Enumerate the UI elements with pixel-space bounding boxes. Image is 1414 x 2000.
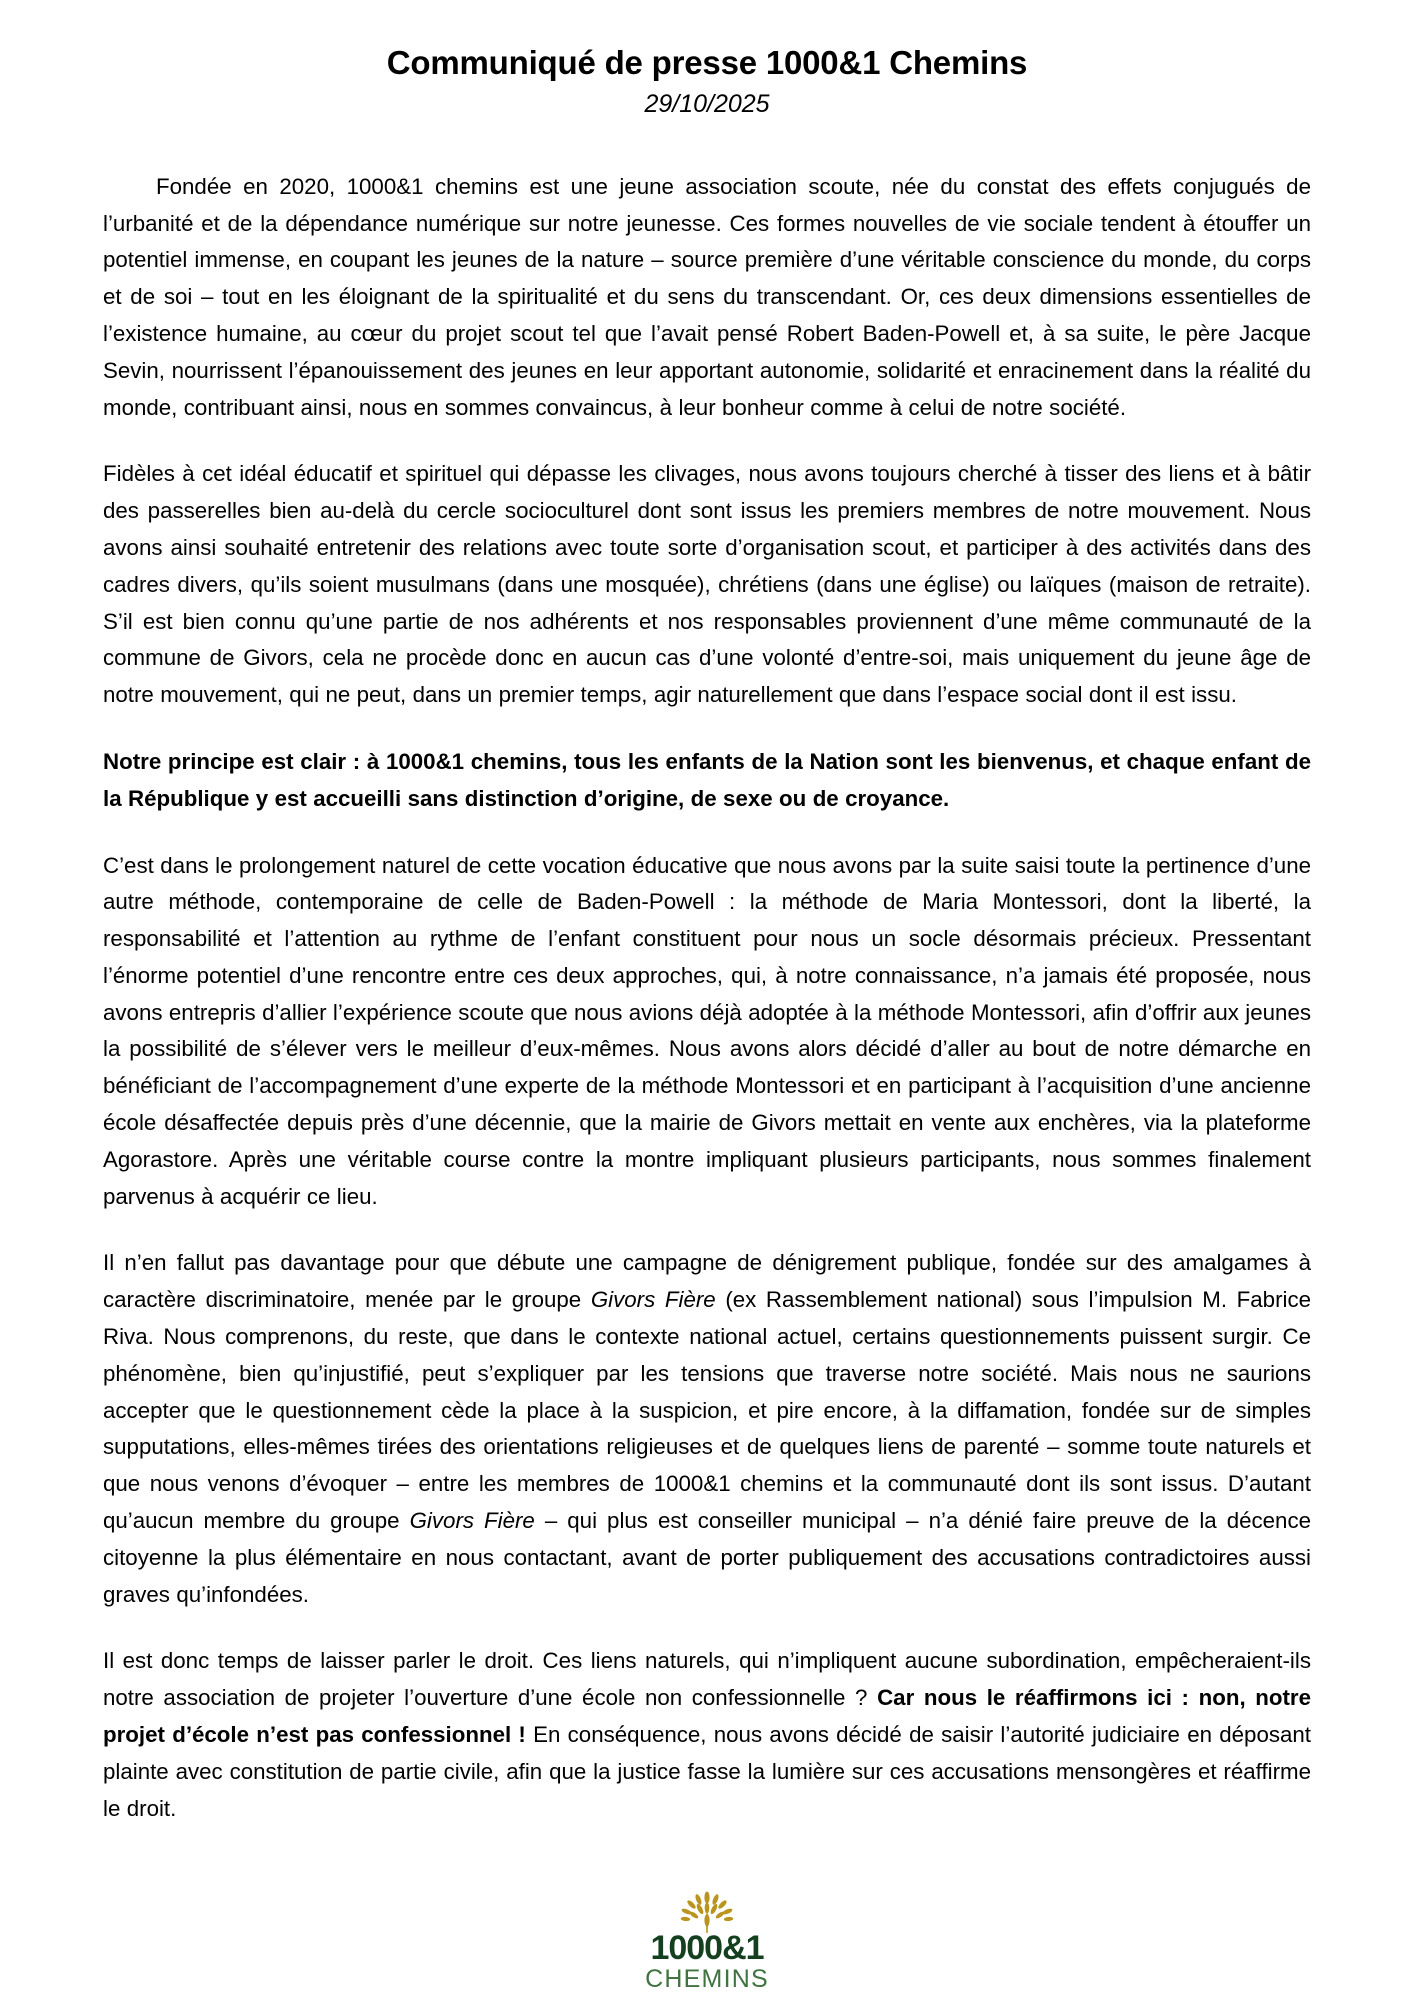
document-body (103, 169, 1311, 1828)
brand-logo (622, 1891, 792, 1992)
paragraph-4: C’est dans le prolongement naturel de cette vocation éducative que nous avons par la suite saisi toute la pertinence d’une autre méthode, contemporaine de celle de Baden-Powell : la méthode de Maria Montessori, dont la liberté, la responsabilité et l’attention au rythme de l’enfant constituent pour nous un socle désormais précieux. Pressentant l’énorme potentiel d’une rencontre entre ces deux approches, qui, à notre connaissance, n’a jamais été proposée, nous avons entrepris d’allier l’expérience scoute que nous avions déjà adoptée à la méthode Montessori, afin d’offrir aux jeunes la possibilité de s’élever vers le meilleur d’eux-mêmes. Nous avons alors décidé d’aller au bout de notre démarche en bénéficiant de l’accompagnement d’une experte de la méthode Montessori et en participant à l’acquisition d’une ancienne école désaffectée depuis près d’une décennie, que la mairie de Givors mettait en vente aux enchères, via la plateforme Agorastore. Après une véritable course contre la montre impliquant plusieurs participants, nous sommes finalement parvenus à acquérir ce lieu. (103, 852, 1311, 1209)
paragraph-5-text-b: (ex Rassemblement national) sous l’impulsion M. Fabrice Riva. Nous comprenons, du reste, que dans le contexte national actuel, certains questionnements puissent surgir. Ce phénomène, bien qu’injustifié, peut s’expliquer par les tensions que traverse notre société. Mais nous ne saurions accepter que le questionnement cède la place à la suspicion, et pire encore, à la diffamation, fondée sur de simples supputations, elles-mêmes tirées des orientations religieuses et de quelques liens de parenté – somme toute naturels et que nous venons d’évoquer – entre les membres de 1000&1 chemins et la communauté dont ils sont issus. D’autant qu’aucun membre du groupe (103, 1287, 1311, 1534)
footer-logo-area (0, 1891, 1414, 1992)
document-date: 29/10/2025 (644, 90, 770, 119)
paragraph-5-text-c: – qui plus est conseiller municipal – n’a dénié faire preuve de la décence citoyenne la plus élémentaire en nous contactant, avant de porter publiquement des accusations contradictoires aussi graves qu’infondées. (103, 1508, 1311, 1607)
sunburst-leaf-icon (667, 1891, 747, 1933)
logo-name: 1000&1 (650, 1928, 764, 1967)
paragraph-1: Fondée en 2020, 1000&1 chemins est une jeune association scoute, née du constat des effets conjugués de l’urbanité et de la dépendance numérique sur notre jeunesse. Ces formes nouvelles de vie sociale tendent à étouffer un potentiel immense, en coupant les jeunes de la nature – source première d’une véritable conscience du monde, du corps et de soi – tout en les éloignant de la spiritualité et du sens du transcendant. Or, ces deux dimensions essentielles de l’existence humaine, au cœur du projet scout tel que l’avait pensé Robert Baden-Powell et, à sa suite, le père Jacque Sevin, nourrissent l’épanouissement des jeunes en leur apportant autonomie, solidarité et enracinement dans la réalité du monde, contribuant ainsi, nous en sommes convaincus, à leur bonheur comme à celui de notre société. (103, 173, 1311, 420)
page-title: Communiqué de presse 1000&1 Chemins (386, 44, 1028, 81)
paragraph-6 (103, 1643, 1311, 1827)
paragraph-6-emphasis: Car nous le réaffirmons ici : non, notre projet d’école n’est pas confessionnel ! (103, 1685, 1311, 1748)
paragraph-3-principle: Notre principe est clair : à 1000&1 chemins, tous les enfants de la Nation sont les bienvenus, et chaque enfant de la République y est accueilli sans distinction d’origine, de sexe ou de croyance. (103, 748, 1311, 811)
paragraph-5 (103, 1245, 1311, 1613)
paragraph-6-text-a: Il est donc temps de laisser parler le droit. Ces liens naturels, qui n’impliquent aucune subordination, empêcheraient-ils notre association de projeter l’ouverture d’une école non confessionnelle ? (103, 1648, 1311, 1711)
paragraph-5-text-a: Il n’en fallut pas davantage pour que débute une campagne de dénigrement publique, fondée sur des amalgames à caractère discriminatoire, menée par le groupe (103, 1250, 1311, 1313)
paragraph-2: Fidèles à cet idéal éducatif et spirituel qui dépasse les clivages, nous avons toujours cherché à tisser des liens et à bâtir des passerelles bien au-delà du cercle socioculturel dont sont issus les premiers membres de notre mouvement. Nous avons ainsi souhaité entretenir des relations avec toute sorte d’organisation scout, et participer à des activités dans des cadres divers, qu’ils soient musulmans (dans une mosquée), chrétiens (dans une église) ou laïques (maison de retraite). S’il est bien connu qu’une partie de nos adhérents et nos responsables proviennent d’une même communauté de la commune de Givors, cela ne procède donc en aucun cas d’une volonté d’entre-soi, mais uniquement du jeune âge de notre mouvement, qui ne peut, dans un premier temps, agir naturellement que dans l’espace social dont il est issu. (103, 461, 1311, 708)
paragraph-6-text-b: En conséquence, nous avons décidé de saisir l’autorité judiciaire en déposant plainte avec constitution de partie civile, afin que la justice fasse la lumière sur ces accusations mensongères et réaffirme le droit. (103, 1722, 1312, 1821)
logo-subtitle: CHEMINS (645, 1964, 769, 1993)
group-name-givors-fiere-2: Givors Fière (409, 1508, 535, 1534)
group-name-givors-fiere-1: Givors Fière (590, 1287, 716, 1313)
